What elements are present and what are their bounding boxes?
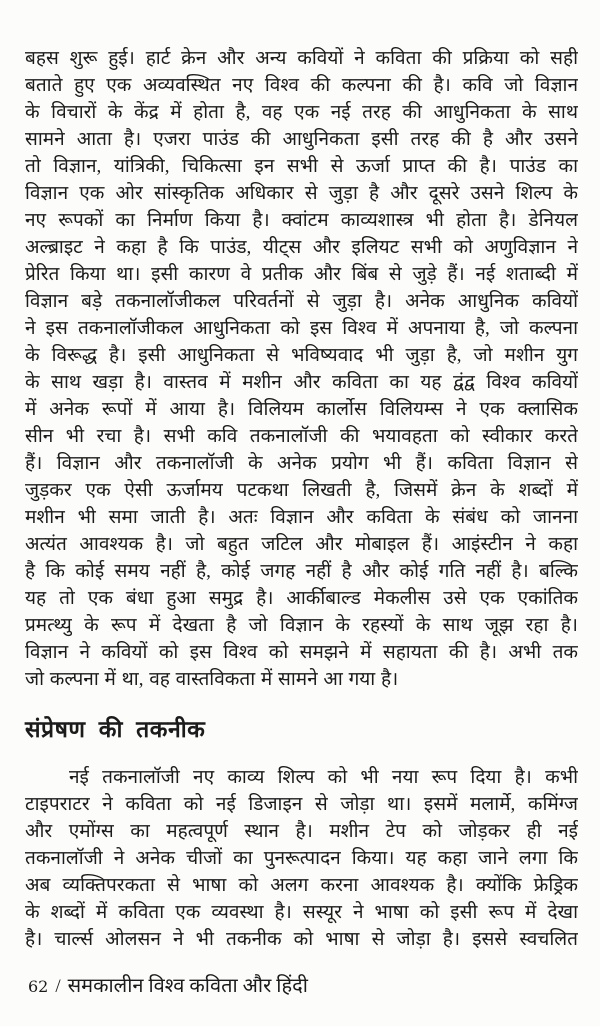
text-line: सामने आता है। एजरा पाउंड की आधुनिकता इसी तरह की है और उसने [25, 129, 578, 150]
text-line: यह तो एक बंधा हुआ समुद्र है। आर्कीबाल्ड मेकलीस उसे एक एकांतिक [25, 588, 578, 609]
text-line: के शब्दों में कविता एक व्यवस्था है। सस्यूर ने भाषा को इसी रूप में देखा [25, 902, 578, 923]
text-line: में अनेक रूपों में आया है। विलियम कार्लोस विलियम्स ने एक क्लासिक [25, 399, 578, 420]
section-heading: संप्रेषण की तकनीक [25, 717, 206, 742]
paragraph-1 [25, 45, 578, 693]
page-footer [28, 973, 308, 1000]
page-number: 62 [28, 977, 49, 996]
text-line: जुड़कर एक ऐसी ऊर्जामय पटकथा लिखती है, जिसमें क्रेन के शब्दों में [25, 480, 578, 501]
book-title: समकालीन विश्व कविता और हिंदी [67, 975, 308, 997]
text-line: नए रूपकों का निर्माण किया है। क्वांटम काव्यशास्त्र भी होता है। डेनियल [25, 210, 578, 231]
text-line: विज्ञान एक ओर सांस्कृतिक अधिकार से जुड़ा है और दूसरे उसने शिल्प के [25, 183, 578, 204]
text-line: टाइपराटर ने कविता को नई डिजाइन से जोड़ा था। इसमें मलार्मे, कमिंग्ज [25, 794, 578, 815]
text-line: मशीन भी समा जाती है। अतः विज्ञान और कविता के संबंध को जानना [25, 507, 578, 528]
text-line: अब व्यक्तिपरकता से भाषा को अलग करना आवश्यक है। क्योंकि फ्रेड्रिक [25, 875, 578, 896]
text-line: जो कल्पना में था, वह वास्तविकता में सामने आ गया है। [25, 669, 399, 690]
text-line: नई तकनालॉजी नए काव्य शिल्प को भी नया रूप दिया है। कभी [69, 767, 578, 788]
text-line: विज्ञान ने कवियों को इस विश्व को समझने में सहायता की है। अभी तक [25, 642, 578, 663]
text-line: के साथ खड़ा है। वास्तव में मशीन और कविता का यह द्वंद्व विश्व कवियों [25, 372, 578, 393]
text-line: बताते हुए एक अव्यवस्थित नए विश्व की कल्पना की है। कवि जो विज्ञान [25, 75, 578, 96]
text-line: अत्यंत आवश्यक है। जो बहुत जटिल और मोबाइल हैं। आइंस्टीन ने कहा [25, 534, 578, 555]
text-line: है। चार्ल्स ओलसन ने भी तकनीक को भाषा से जोड़ा है। इससे स्वचलित [25, 929, 578, 950]
text-line: अल्ब्राइट ने कहा है कि पाउंड, यीट्स और इलियट सभी को अणुविज्ञान ने [25, 237, 578, 258]
footer-separator: / [55, 976, 61, 997]
text-line: तकनालॉजी ने अनेक चीजों का पुनरूत्पादन किया। यह कहा जाने लगा कि [25, 848, 578, 869]
text-line: के विरूद्ध है। इसी आधुनिकता से भविष्यवाद भी जुड़ा है, जो मशीन युग [25, 345, 578, 366]
text-line: हैं। विज्ञान और तकनालॉजी के अनेक प्रयोग भी हैं। कविता विज्ञान से [25, 453, 578, 474]
text-line: प्रेरित किया था। इसी कारण वे प्रतीक और बिंब से जुड़े हैं। नई शताब्दी में [25, 264, 578, 285]
text-line: है कि कोई समय नहीं है, कोई जगह नहीं है और कोई गति नहीं है। बल्कि [25, 561, 578, 582]
text-line: और एमोंग्स का महत्वपूर्ण स्थान है। मशीन टेप को जोड़कर ही नई [25, 821, 578, 842]
text-line: ने इस तकनालॉजीकल आधुनिकता को इस विश्व में अपनाया है, जो कल्पना [25, 318, 578, 339]
text-block [25, 45, 578, 953]
paragraph-2 [25, 764, 578, 953]
text-line: विज्ञान बड़े तकनालॉजीकल परिवर्तनों से जुड़ा है। अनेक आधुनिक कवियों [25, 291, 578, 312]
text-line: प्रमत्थ्यु के रूप में देखता है जो विज्ञान के रहस्यों के साथ जूझ रहा है। [25, 615, 578, 636]
text-line: सीन भी रचा है। सभी कवि तकनालॉजी की भयावहता को स्वीकार करते [25, 426, 578, 447]
text-line: बहस शुरू हुई। हार्ट क्रेन और अन्य कवियों ने कविता की प्रक्रिया को सही [25, 48, 578, 69]
text-line: के विचारों के केंद्र में होता है, वह एक नई तरह की आधुनिकता के साथ [25, 102, 578, 123]
text-line: तो विज्ञान, यांत्रिकी, चिकित्सा इन सभी से ऊर्जा प्राप्त की है। पाउंड का [25, 156, 578, 177]
